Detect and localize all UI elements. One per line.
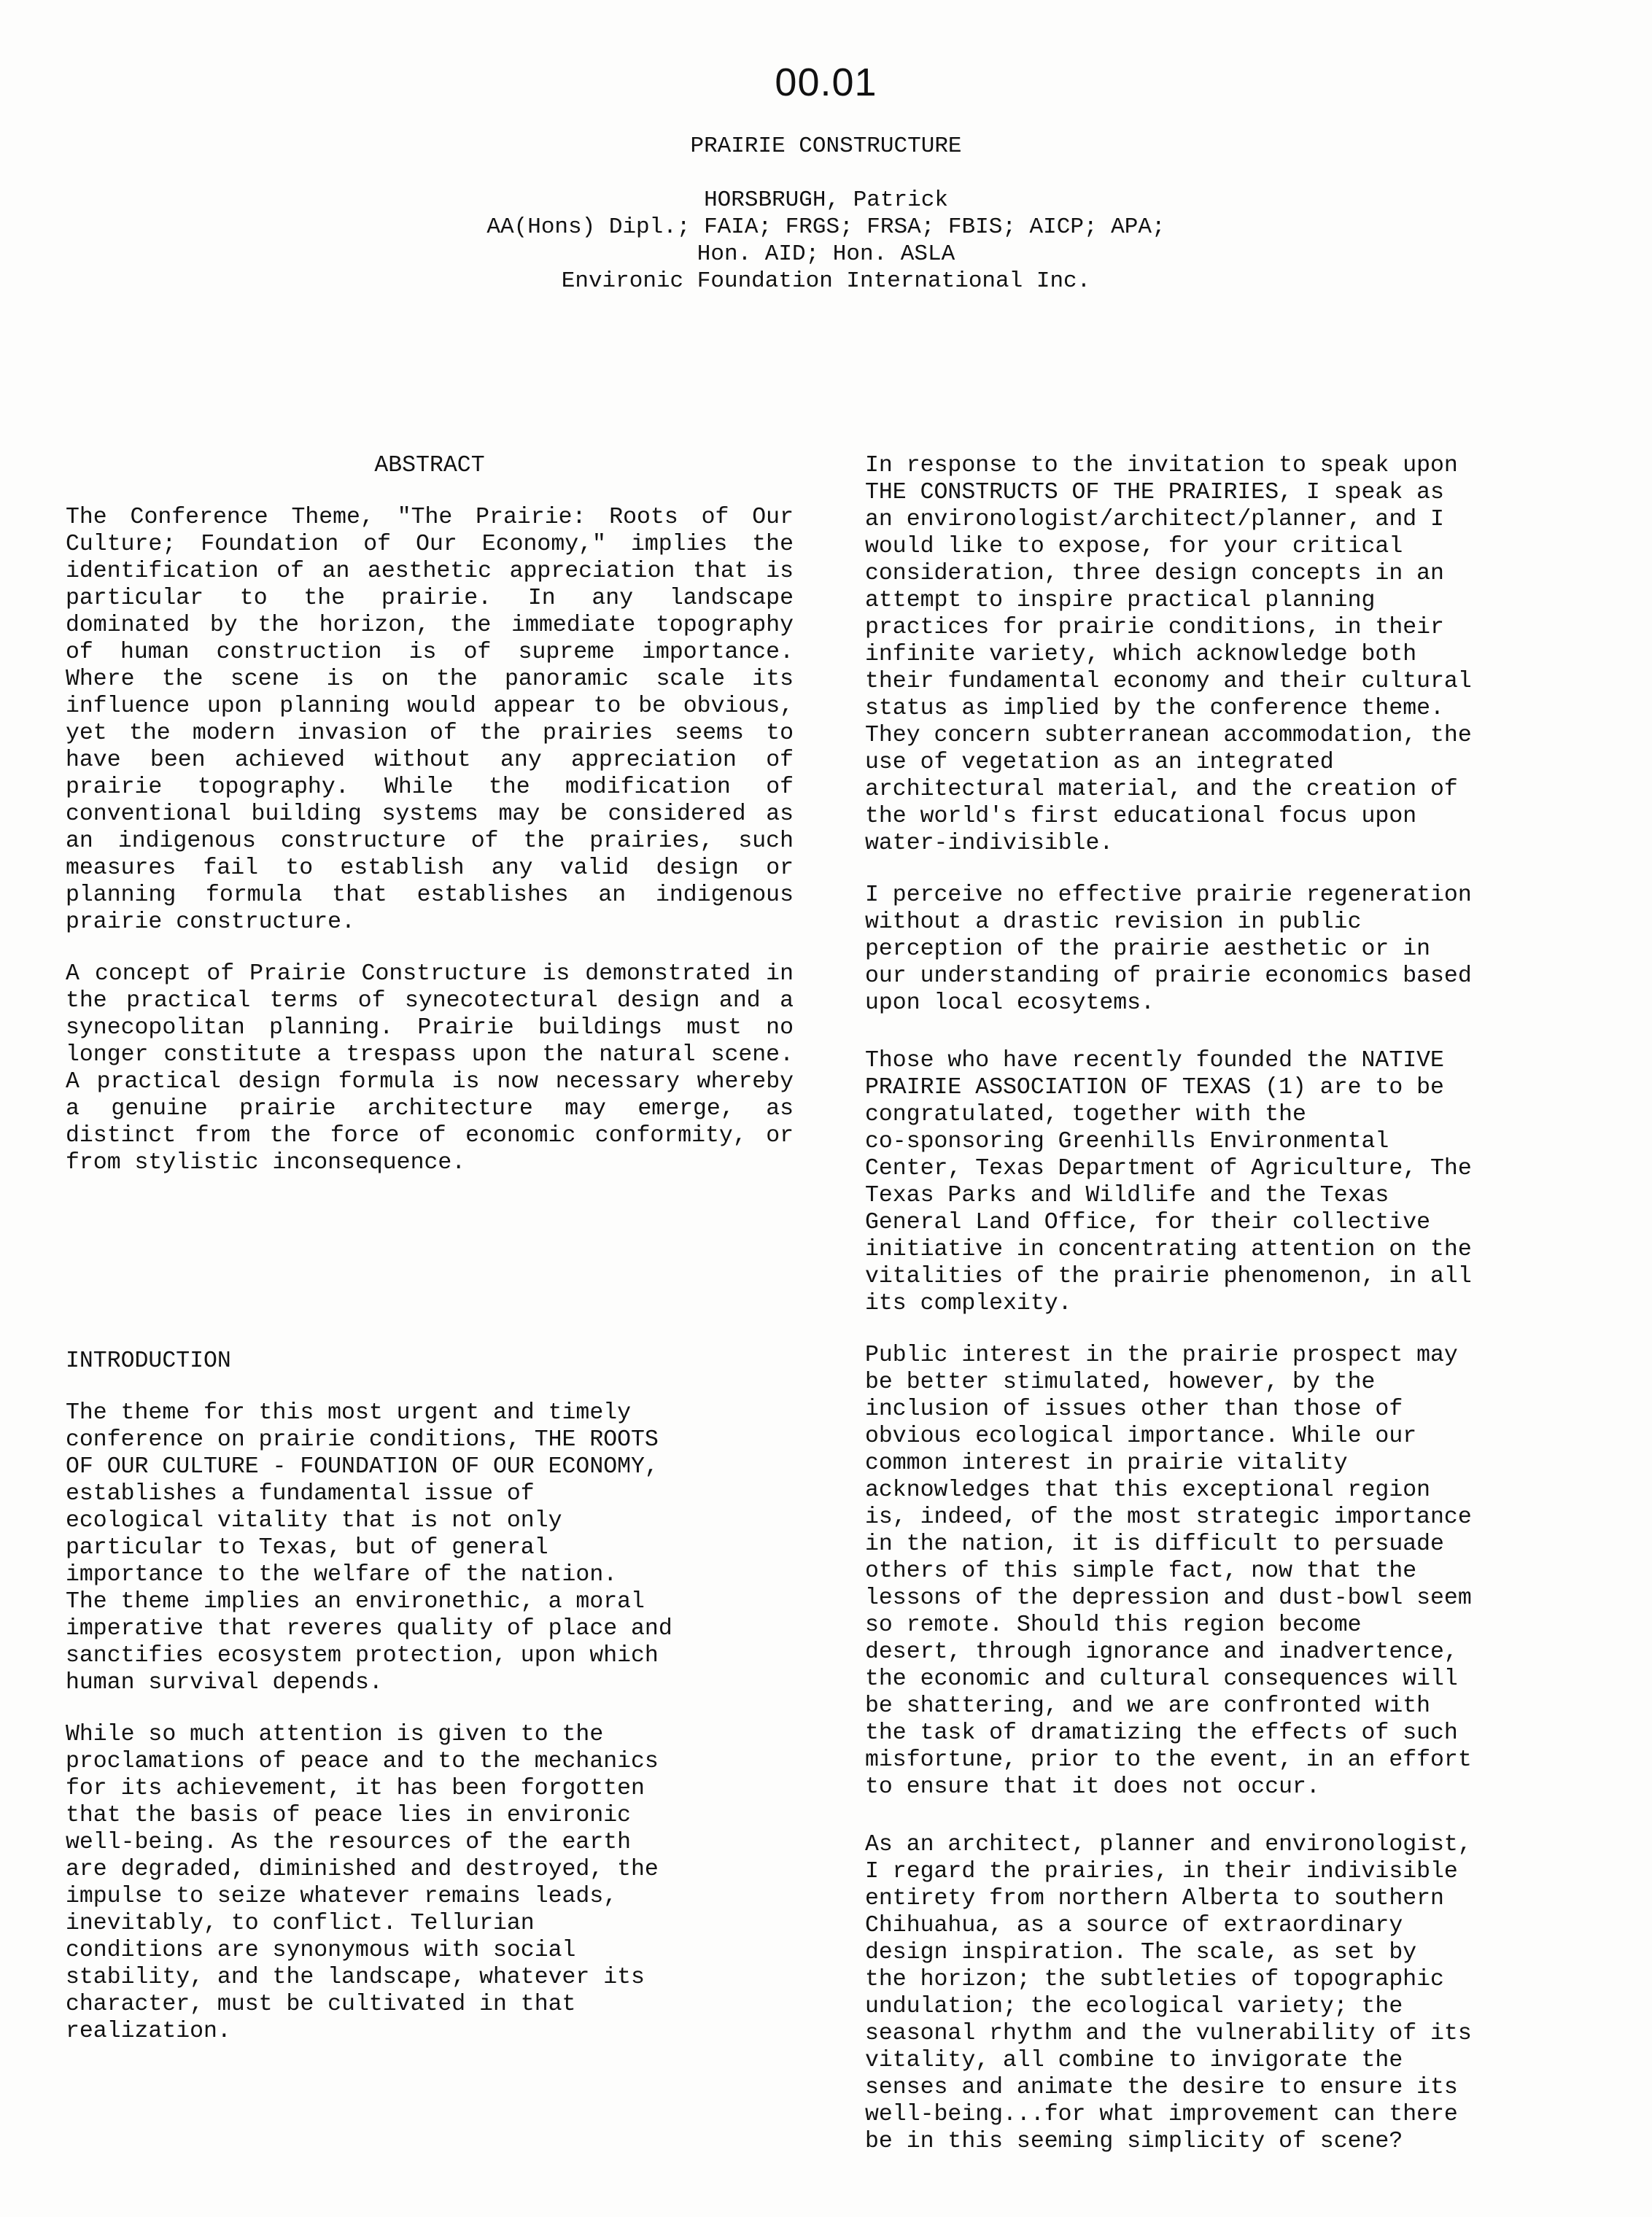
author-block bbox=[0, 187, 1652, 295]
body-paragraph-5: As an architect, planner and environologist, I regard the prairies, in their indivisible entirety from northern Alberta to southern Chihuahua, as a source of extraordinary design inspiration. The scale, as set by the horizon; the subtleties of topographic undulation; the ecological variety; the seasonal rhythm and the vulnerability of its vitality, all combine to invigorate the senses and animate the desire to ensure its well-being...for what improvement can there be in this seeming simplicity of scene? bbox=[865, 1832, 1472, 2154]
abstract-paragraph-1: The Conference Theme, "The Prairie: Roots of Our Culture; Foundation of Our Economy," implies the identification of an aesthetic appreciation that is particular to the prairie. In any landscape dominated by the horizon, the immediate topography of human construction is of supreme importance. Where the scene is on the panoramic scale its influence upon planning would appear to be obvious, yet the modern invasion of the prairies seems to have been achieved without any appreciation of prairie topography. While the modification of conventional building systems may be considered as an indigenous constructure of the prairies, such measures fail to establish any valid design or planning formula that establishes an indigenous prairie constructure. bbox=[66, 505, 794, 935]
page-number: 00.01 bbox=[775, 61, 877, 104]
introduction-paragraph-1: The theme for this most urgent and timely conference on prairie conditions, THE ROOTS OF OUR CULTURE - FOUNDATION OF OUR ECONOMY, establishes a fundamental issue of ecological vitality that is not only particular to Texas, but of general importance to the welfare of the nation. The theme implies an environethic, a moral imperative that reveres quality of place and sanctifies ecosystem protection, upon which human survival depends. bbox=[66, 1400, 672, 1696]
author-affiliation: Environic Foundation International Inc. bbox=[561, 268, 1091, 294]
author-credentials-line1: AA(Hons) Dipl.; FAIA; FRGS; FRSA; FBIS; AICP; APA; bbox=[486, 214, 1166, 240]
author-credentials-line2: Hon. AID; Hon. ASLA bbox=[697, 241, 955, 267]
body-paragraph-4: Public interest in the prairie prospect may be better stimulated, however, by the inclusion of issues other than those of obvious ecological importance. While our common interest in prairie vitality acknowledges that this exceptional region is, indeed, of the most strategic importance in the nation, it is difficult to persuade others of this simple fact, now that the lessons of the depression and dust-bowl seem so remote. Should this region become desert, through ignorance and inadvertence, the economic and cultural consequences will be shattering, and we are confronted with the task of dramatizing the effects of such misfortune, prior to the event, in an effort to ensure that it does not occur. bbox=[865, 1343, 1472, 1800]
author-name: HORSBRUGH, Patrick bbox=[704, 187, 948, 213]
introduction-heading: INTRODUCTION bbox=[66, 1348, 231, 1374]
abstract-heading: ABSTRACT bbox=[374, 453, 485, 478]
abstract-paragraph-2: A concept of Prairie Constructure is demonstrated in the practical terms of synecotectural design and a synecopolitan planning. Prairie buildings must no longer constitute a trespass upon the natural scene. A practical design formula is now necessary whereby a genuine prairie architecture may emerge, as distinct from the force of economic conformity, or from stylistic inconsequence. bbox=[66, 961, 794, 1176]
paper-title: PRAIRIE CONSTRUCTURE bbox=[690, 133, 962, 159]
right-column bbox=[865, 452, 1602, 2155]
body-paragraph-3: Those who have recently founded the NATIVE PRAIRIE ASSOCIATION OF TEXAS (1) are to be congratulated, together with the co-sponsoring Greenhills Environmental Center, Texas Department of Agriculture, The Texas Parks and Wildlife and the Texas General Land Office, for their collective initiative in concentrating attention on the vitalities of the prairie phenomenon, in all its complexity. bbox=[865, 1048, 1472, 1316]
introduction-paragraph-2: While so much attention is given to the proclamations of peace and to the mechanics for its achievement, it has been forgotten that the basis of peace lies in environic well-being. As the resources of the earth are degraded, diminished and destroyed, the impulse to seize whatever remains leads, inevitably, to conflict. Tellurian conditions are synonymous with social stability, and the landscape, whatever its character, must be cultivated in that realization. bbox=[66, 1722, 659, 2044]
body-paragraph-2: I perceive no effective prairie regeneration without a drastic revision in public perception of the prairie aesthetic or in our understanding of prairie economics based upon local ecosytems. bbox=[865, 882, 1472, 1016]
body-paragraph-1: In response to the invitation to speak upon THE CONSTRUCTS OF THE PRAIRIES, I speak as an environologist/architect/planner, and I would like to expose, for your critical consideration, three design concepts in an attempt to inspire practical planning practices for prairie conditions, in their infinite variety, which acknowledge both their fundamental economy and their cultural status as implied by the conference theme. They concern subterranean accommodation, the use of vegetation as an integrated architectural material, and the creation of the world's first educational focus upon water-indivisible. bbox=[865, 453, 1472, 856]
left-column bbox=[66, 452, 794, 2045]
